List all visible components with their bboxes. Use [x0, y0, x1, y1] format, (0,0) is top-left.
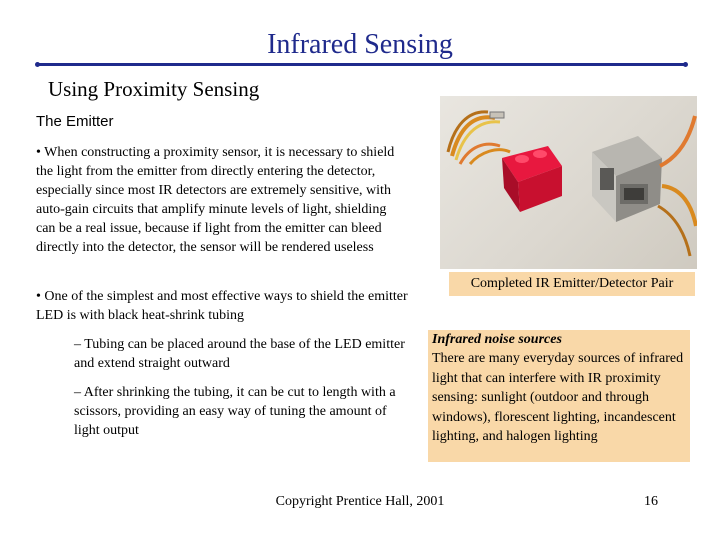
- figure-caption: Completed IR Emitter/Detector Pair: [449, 272, 695, 296]
- emitter-detector-photo: [440, 96, 697, 269]
- bullet-shielding: • When constructing a proximity sensor, it is necessary to shield the light from the emitter from directly entering the detector, especially since most IR detectors are extremely sensitive, with auto-gain circuits that amplify minute levels of light, shielding can be a real issue, because if light from the emitter can bleed directly into the detector, the sensor will be rendered useless: [36, 145, 395, 255]
- sub-bullet-tubing-cut: – After shrinking the tubing, it can be cut to length with a scissors, providing an easy way of tuning the amount of light output: [74, 385, 396, 438]
- slide-subtitle: Using Proximity Sensing: [48, 77, 260, 101]
- section-heading: The Emitter: [36, 113, 114, 130]
- divider-dot-left: [35, 62, 40, 67]
- bullet-heat-shrink: • One of the simplest and most effective ways to shield the emitter LED is with black heat-shrink tubing: [36, 289, 408, 323]
- sub-bullet-tubing-placement: – Tubing can be placed around the base of the LED emitter and extend straight outward: [74, 337, 405, 371]
- note-heading: Infrared noise sources: [432, 332, 562, 347]
- title-divider: [37, 63, 685, 66]
- copyright-footer: Copyright Prentice Hall, 2001: [275, 494, 445, 509]
- page-number: 16: [644, 494, 658, 509]
- divider-dot-right: [683, 62, 688, 67]
- note-text: There are many everyday sources of infrared light that can interfere with IR proximity sensing: sunlight (outdoor and through windows), florescent lighting, incandescent lighting, and halogen lighting: [432, 351, 684, 445]
- noise-sources-note: [428, 330, 690, 462]
- slide-title: Infrared Sensing: [267, 29, 453, 60]
